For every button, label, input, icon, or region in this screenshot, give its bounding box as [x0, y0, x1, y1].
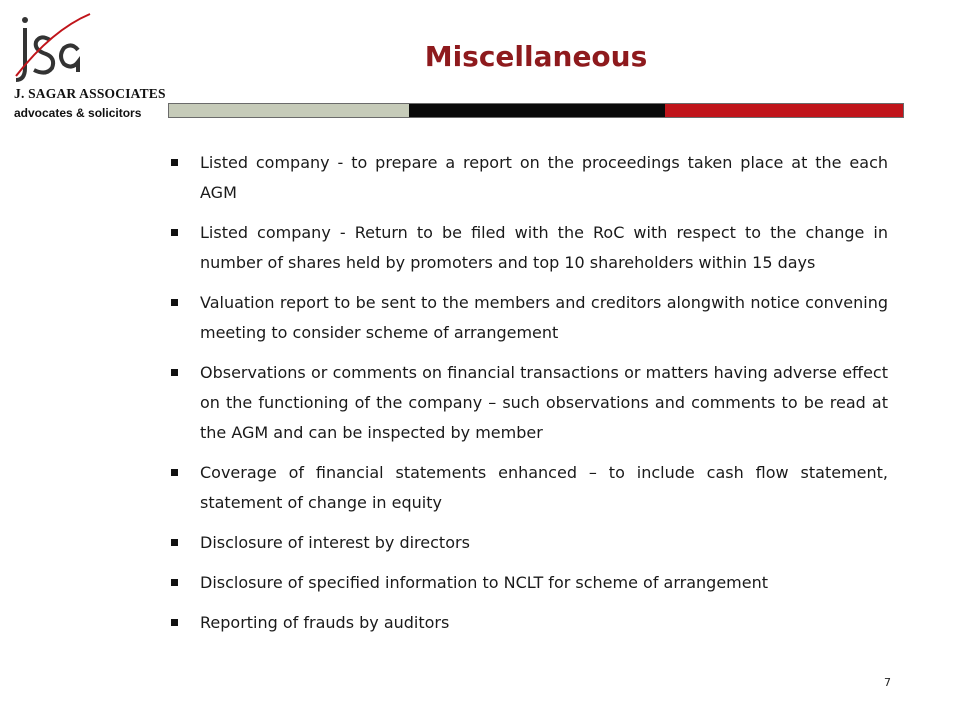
bullet-item	[168, 288, 888, 348]
divider-gray-segment	[169, 104, 409, 117]
square-bullet-icon	[171, 299, 178, 306]
slide-content	[168, 148, 888, 648]
title-divider-bar	[168, 103, 904, 118]
bullet-item	[168, 148, 888, 208]
square-bullet-icon	[171, 539, 178, 546]
bullet-text: Disclosure of interest by directors	[200, 533, 470, 552]
bullet-item	[168, 458, 888, 518]
page-number: 7	[884, 676, 891, 689]
divider-black-segment	[409, 104, 665, 117]
bullet-text: Coverage of financial statements enhanced – to include cash flow statement, statement of change in equity	[200, 463, 888, 512]
bullet-text: Valuation report to be sent to the members and creditors alongwith notice convening meeting to consider scheme of arrangement	[200, 293, 888, 342]
bullet-item	[168, 608, 888, 638]
square-bullet-icon	[171, 159, 178, 166]
bullet-item	[168, 568, 888, 598]
bullet-item	[168, 358, 888, 448]
square-bullet-icon	[171, 229, 178, 236]
square-bullet-icon	[171, 469, 178, 476]
firm-name: J. SAGAR ASSOCIATES	[14, 86, 166, 101]
bullet-item	[168, 528, 888, 558]
bullet-text: Observations or comments on financial transactions or matters having adverse effect on the functioning of the company – such observations and comments to be read at the AGM and can be inspected by member	[200, 363, 888, 442]
slide-title: Miscellaneous	[424, 40, 648, 73]
bullet-text: Listed company - to prepare a report on the proceedings taken place at the each AGM	[200, 153, 888, 202]
square-bullet-icon	[171, 579, 178, 586]
bullet-list	[168, 148, 888, 638]
bullet-text: Listed company - Return to be filed with the RoC with respect to the change in number of shares held by promoters and top 10 shareholders within 15 days	[200, 223, 888, 272]
divider-red-segment	[665, 104, 903, 117]
bullet-item	[168, 218, 888, 278]
firm-tagline: advocates & solicitors	[14, 106, 142, 120]
square-bullet-icon	[171, 619, 178, 626]
bullet-text: Disclosure of specified information to NCLT for scheme of arrangement	[200, 573, 768, 592]
jsa-logo-mark	[12, 10, 92, 84]
firm-logo	[8, 8, 166, 128]
square-bullet-icon	[171, 369, 178, 376]
bullet-text: Reporting of frauds by auditors	[200, 613, 450, 632]
